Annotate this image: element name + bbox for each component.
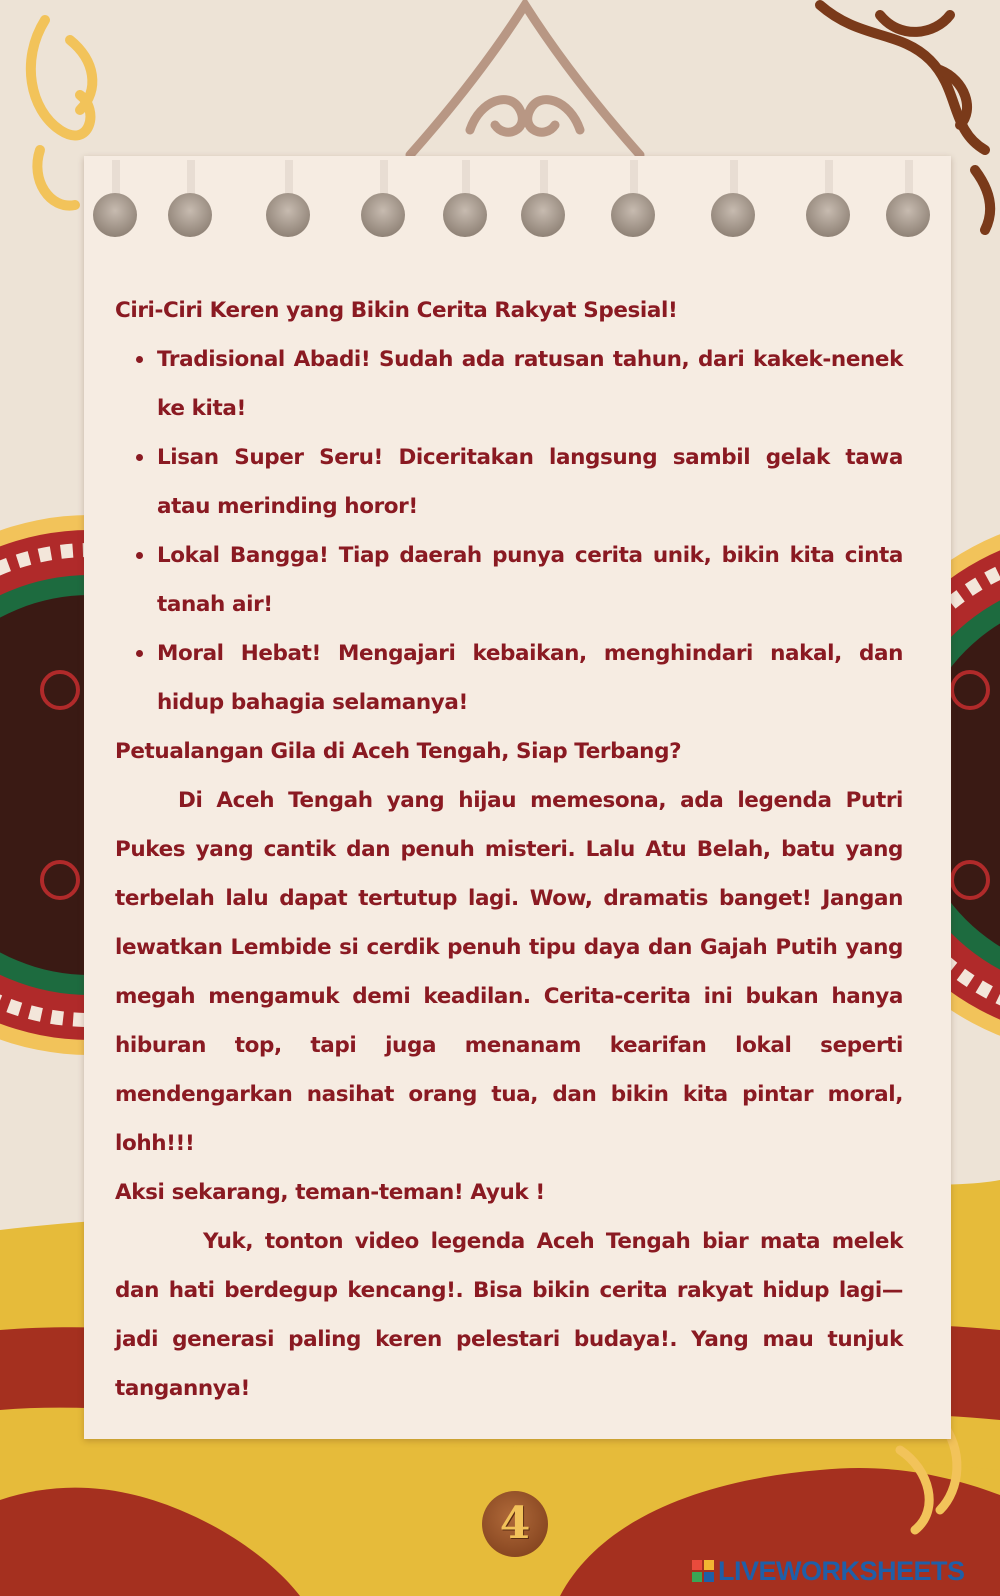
liveworksheets-brand [692,1556,965,1586]
list-item: Lisan Super Seru! Diceritakan langsung sambil gelak tawa atau merinding horor! [115,433,903,531]
characteristics-list [115,335,903,727]
heading-petualangan: Petualangan Gila di Aceh Tengah, Siap Terbang? [115,739,682,764]
list-item: Moral Hebat! Mengajari kebaikan, menghindari nakal, dan hidup bahagia selamanya! [115,629,903,727]
liveworksheets-logo-icon [692,1560,714,1582]
page-number-badge: 4 [482,1491,548,1557]
paragraph-legends: Di Aceh Tengah yang hijau memesona, ada legenda Putri Pukes yang cantik dan penuh misteri. Lalu Atu Belah, batu yang terbelah lalu dapat tertutup lagi. Wow, dramatis banget! Jangan lewatkan Lembide si cerdik penuh tipu daya dan Gajah Putih yang megah mengamuk demi keadilan. Cerita-cerita ini bukan hanya hiburan top, tapi juga menanam kearifan lokal seperti mendengarkan nasihat orang tua, dan bikin kita pintar moral, lohh!!! [115,788,903,1156]
binding-hole-row [93,160,930,237]
list-item: Lokal Bangga! Tiap daerah punya cerita unik, bikin kita cinta tanah air! [115,531,903,629]
list-item: Tradisional Abadi! Sudah ada ratusan tahun, dari kakek-nenek ke kita! [115,335,903,433]
notebook-binding [0,0,1000,260]
heading-ciri-ciri: Ciri-Ciri Keren yang Bikin Cerita Rakyat Spesial! [115,298,678,323]
paragraph-call-to-action: Yuk, tonton video legenda Aceh Tengah biar mata melek dan hati berdegup kencang!. Bisa bikin cerita rakyat hidup lagi—jadi generasi paling keren pelestari budaya!. Yang mau tunjuk tangannya! [115,1229,903,1401]
heading-aksi: Aksi sekarang, teman-teman! Ayuk ! [115,1180,545,1205]
brand-name: LIVEWORKSHEETS [718,1555,965,1586]
document-body [115,286,903,1413]
